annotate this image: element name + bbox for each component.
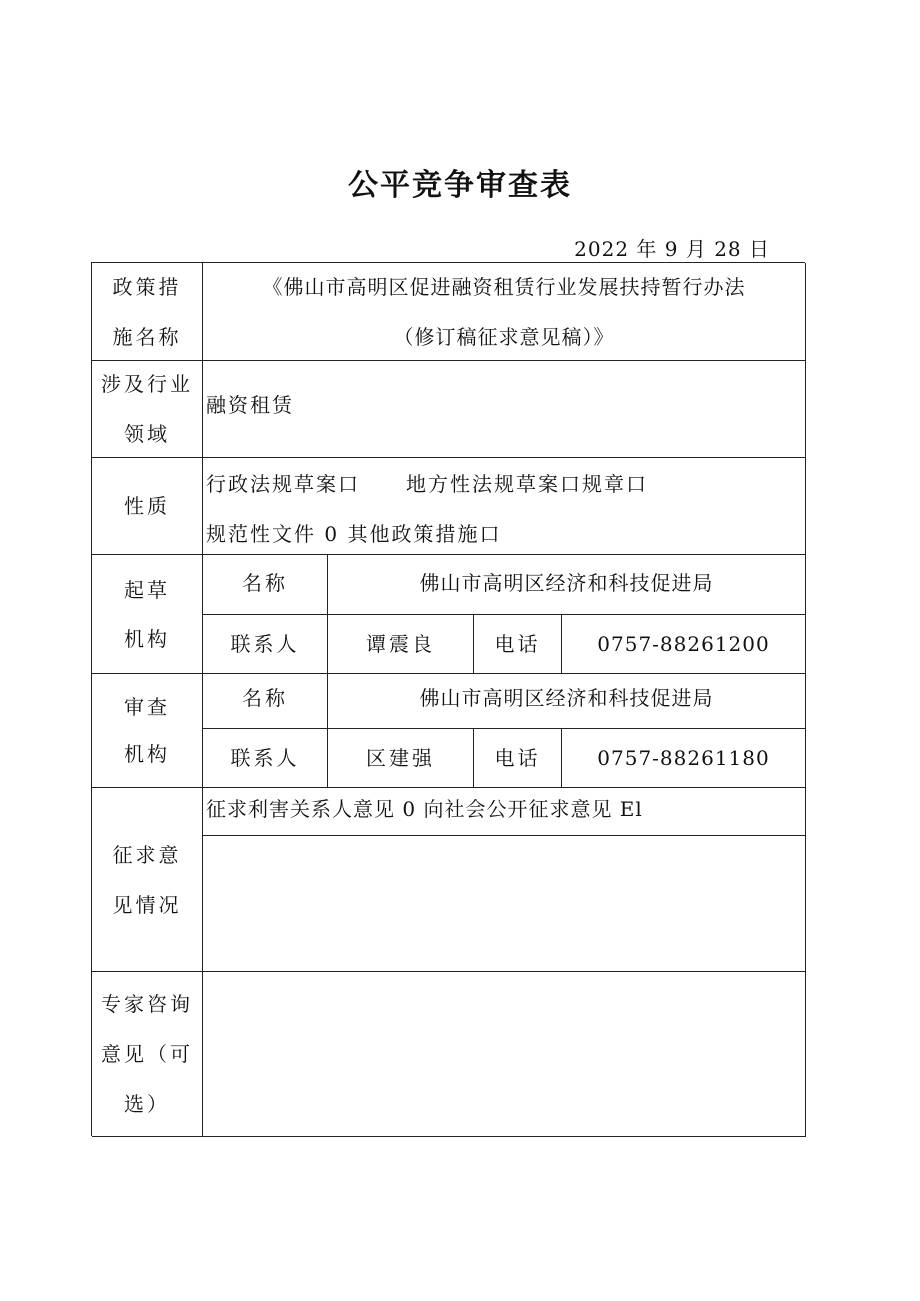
opinion-value: 征求利害关系人意见 0 向社会公开征求意见 El [203,788,806,836]
expert-label: 专家咨询 意见（可 选） [92,972,203,1137]
drafting-org-label: 起草 机构 [92,555,203,674]
review-phone-label: 电话 [474,729,562,788]
review-name-value: 佛山市高明区经济和科技促进局 [328,674,806,729]
drafting-name-value: 佛山市高明区经济和科技促进局 [328,555,806,615]
opinion-label: 征求意 见情况 [92,788,203,972]
drafting-phone-label: 电话 [474,615,562,674]
review-phone-value: 0757-88261180 [562,729,806,788]
drafting-contact-value: 谭震良 [328,615,474,674]
nature-line-2: 规范性文件 0 其他政策措施口 [206,522,502,546]
nature-value [203,458,806,555]
nature-label: 性质 [92,458,203,555]
review-form-table [91,262,805,1136]
form-date: 2022 年 9 月 28 日 [574,237,770,261]
form-title: 公平竞争审查表 [348,168,572,203]
review-org-label: 审查 机构 [92,674,203,788]
review-contact-value: 区建强 [328,729,474,788]
review-contact-label: 联系人 [203,729,328,788]
industry-label: 涉及行业 领域 [92,361,203,458]
expert-blank-cell [203,972,806,1137]
policy-name-value: 《佛山市高明区促进融资租赁行业发展扶持暂行办法 （修订稿征求意见稿）》 [203,263,806,361]
drafting-name-label: 名称 [203,555,328,615]
opinion-blank-cell [203,836,806,972]
policy-name-label: 政策措 施名称 [92,263,203,361]
nature-line-1: 行政法规草案口 地方性法规草案口规章口 [206,472,648,496]
review-name-label: 名称 [203,674,328,729]
industry-value: 融资租赁 [203,361,806,458]
drafting-contact-label: 联系人 [203,615,328,674]
drafting-phone-value: 0757-88261200 [562,615,806,674]
